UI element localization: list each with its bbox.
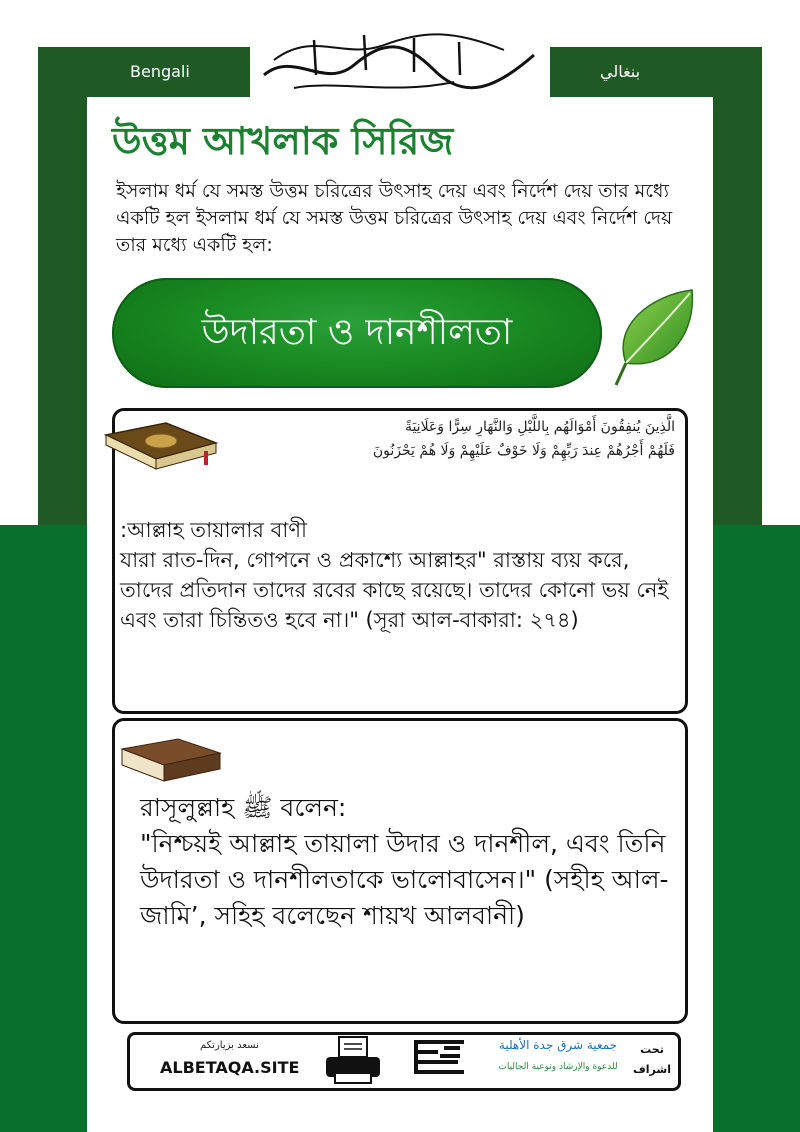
hadith-text: "নিশ্চয়ই আল্লাহ তায়ালা উদার ও দানশীল, এবং তিনি উদারতা ও দানশীলতাকে ভালোবাসেন।" (সহীহ আল-জামি’, সহিহ বলেছেন শায়খ আলবানী) (140, 829, 669, 930)
quran-translation (120, 515, 680, 635)
supervision-label-line-1: تحت (640, 1043, 664, 1056)
language-label-arabic: بنغالي (600, 62, 641, 81)
org-logo-name: جمعية شرق جدة الأهلية (498, 1038, 618, 1052)
topic-banner (112, 278, 602, 388)
quran-label: :আল্লাহ তায়ালার বাণী (120, 518, 308, 542)
series-title: উত্তম আখলাক সিরিজ (112, 119, 454, 163)
basmala-calligraphy (254, 20, 544, 100)
quran-translation-text: যারা রাত-দিন, গোপনে ও প্রকাশ্যে আল্লাহর" রাস্তায় ব্যয় করে, তাদের প্রতিদান তাদের রবের কাছে রয়েছে। তাদের কোনো ভয় নেই এবং তারা চিন্তিতও হবে না।" (সূরা আল-বাকারা: ২৭৪) (120, 548, 669, 632)
svg-text:بسم الله الرحمن الرحيم: بسم الله الرحمن الرحيم (393, 98, 405, 99)
supervision-label-line-2: اشراف (633, 1063, 671, 1076)
leaf-icon (612, 285, 698, 390)
hadith-label: রাসূলুল্লাহ ﷺ বলেন: (140, 793, 347, 822)
footer-visit-text: نسعد بزيارتكم (200, 1040, 259, 1051)
supervision-label (632, 1040, 672, 1080)
topic-title: উদারতা ও দানশীলতা (201, 312, 513, 353)
intro-paragraph: ইসলাম ধর্ম যে সমস্ত উত্তম চরিত্রের উৎসাহ দেয় এবং নির্দেশ দেয় তার মধ্যে একটি হল ইসলাম ধর্ম যে সমস্ত উত্তম চরিত্রের উৎসাহ দেয় এবং নির্দেশ দেয় তার মধ্যে একটি হল: (116, 180, 673, 256)
language-label-english: Bengali (130, 62, 190, 81)
footer-site-link[interactable]: ALBETAQA.SITE (160, 1058, 300, 1077)
quran-book-icon (96, 415, 226, 475)
org-logo-subtitle: للدعوة والإرشاد وتوعية الجاليات (498, 1062, 618, 1072)
book-icon (118, 735, 224, 785)
qr-logo-icon (410, 1036, 468, 1082)
arabic-line-2: فَلَهُمْ أَجْرُهُمْ عِندَ رَبِّهِمْ وَلَا خَوْفٌ عَلَيْهِمْ وَلَا هُمْ يَحْزَنُونَ (372, 443, 675, 459)
printer-icon[interactable] (323, 1035, 383, 1085)
quran-arabic-text (235, 415, 675, 463)
hadith-text-block (140, 790, 680, 934)
arabic-line-1: الَّذِينَ يُنفِقُونَ أَمْوَالَهُم بِاللَّيْلِ وَالنَّهَارِ سِرًّا وَعَلَانِيَةً (404, 419, 675, 435)
